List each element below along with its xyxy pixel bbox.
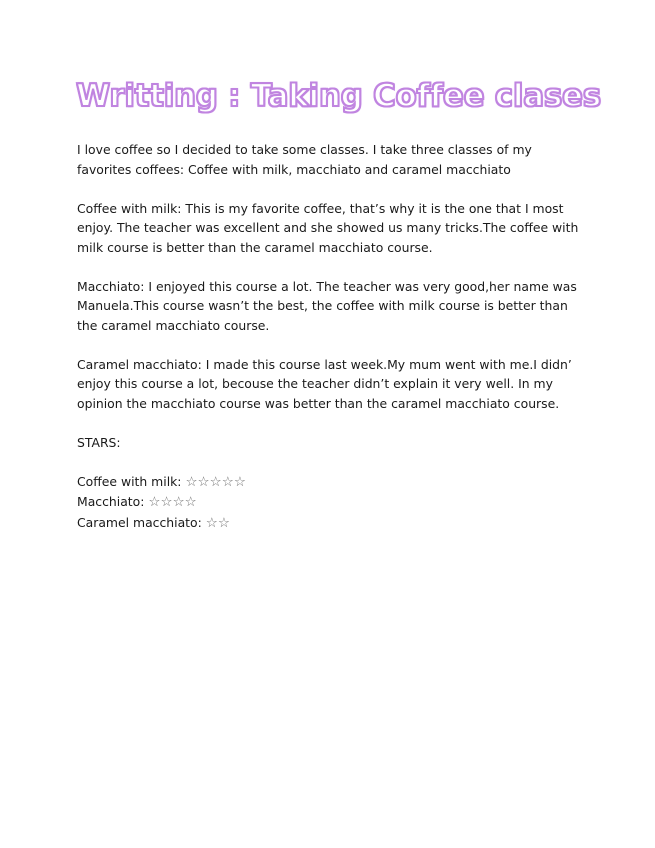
rating-row-macchiato bbox=[77, 492, 582, 513]
rating-row-caramel-macchiato bbox=[77, 513, 582, 534]
star-rating-icons: ☆☆☆☆☆ bbox=[185, 473, 246, 490]
caramel-macchiato-paragraph: Caramel macchiato: I made this course last week.My mum went with me.I didn’ enjoy this course a lot, becouse the teacher didn’t explain it very well. In my opinion the macchiato course was better than the caramel macchiato course. bbox=[77, 356, 572, 411]
coffee-with-milk-paragraph: Coffee with milk: This is my favorite coffee, that’s why it is the one that I most enjoy. The teacher was excellent and she showed us many tricks.The coffee with milk course is better than the caramel macchiato course. bbox=[77, 200, 579, 255]
macchiato-paragraph: Macchiato: I enjoyed this course a lot. The teacher was very good,her name was Manuela.This course wasn’t the best, the coffee with milk course is better than the caramel macchiato course. bbox=[77, 278, 577, 333]
document-body bbox=[77, 140, 582, 533]
star-rating-icons: ☆☆ bbox=[205, 514, 230, 531]
stars-heading: STARS: bbox=[77, 434, 121, 450]
document-title: Writting : Taking Coffee clases bbox=[76, 78, 601, 114]
intro-paragraph: I love coffee so I decided to take some classes. I take three classes of my favorites coffees: Coffee with milk, macchiato and caramel macchiato bbox=[77, 142, 532, 177]
rating-label: Macchiato: bbox=[77, 494, 145, 509]
rating-row-coffee-with-milk bbox=[77, 472, 582, 493]
rating-label: Coffee with milk: bbox=[77, 473, 182, 489]
ratings-list bbox=[77, 472, 582, 534]
rating-label: Caramel macchiato: bbox=[77, 514, 202, 530]
star-rating-icons: ☆☆☆☆ bbox=[148, 494, 197, 510]
